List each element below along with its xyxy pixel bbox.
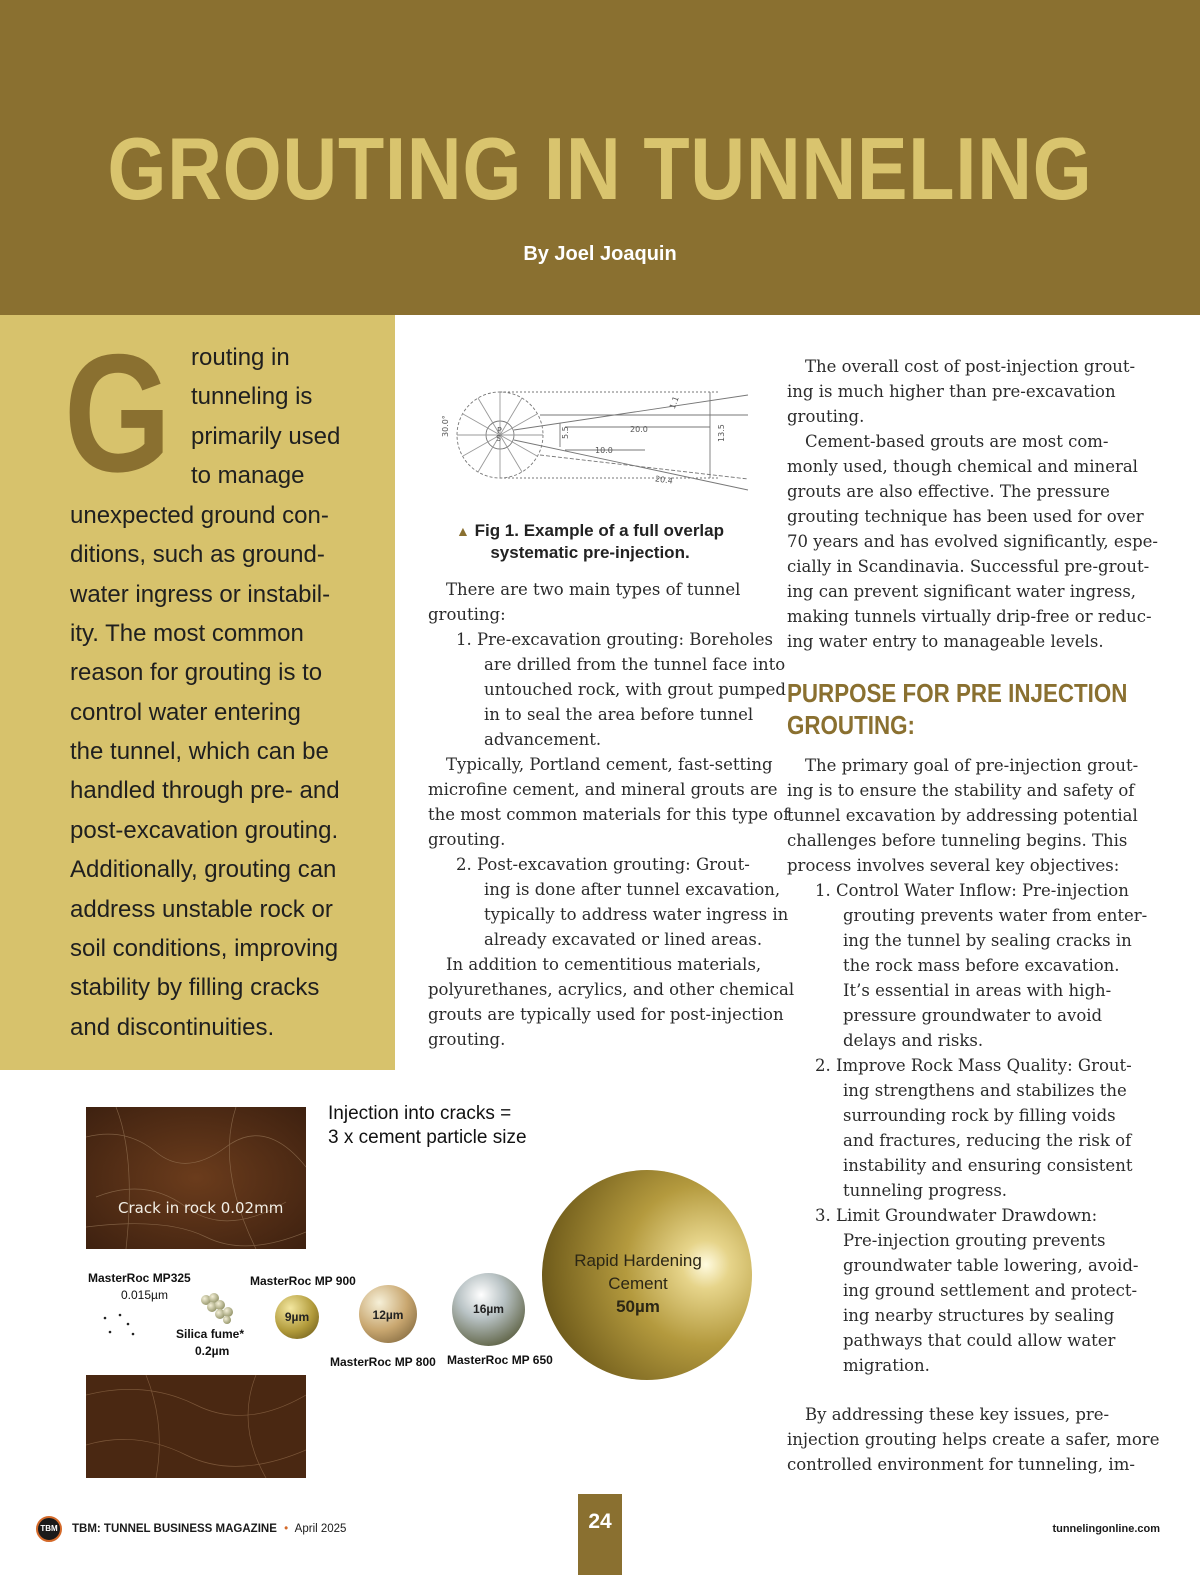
body-line: advancement. [484,730,602,749]
footer-magazine [72,1523,346,1535]
body-line: pathways that could allow water [843,1331,1116,1350]
body-line: controlled environment for tunneling, im- [787,1455,1135,1474]
silica-fume-particles [198,1292,238,1324]
silica-fume-label: Silica fume* [176,1327,245,1341]
intro-line: and discontinuities. [70,1014,275,1041]
body-line: ing water entry to manageable levels. [787,632,1104,651]
body-line: grouting. [428,1030,506,1049]
cement-size-label: 50µm [616,1297,660,1316]
list-item: 2. Improve Rock Mass Quality: Grout- [815,1056,1132,1075]
footer-url-link[interactable]: tunnelingonline.com [1052,1523,1160,1535]
body-line: grouts are typically used for post-injection [428,1005,784,1024]
intro-line: soil conditions, improving [70,935,339,962]
intro-line: ditions, such as ground- [70,541,325,568]
rock-crack-image-bottom [86,1375,306,1478]
body-line: instability and ensuring consistent [843,1156,1133,1175]
list-item: 3. Limit Groundwater Drawdown: [815,1206,1098,1225]
bullet-separator: • [284,1523,289,1535]
intro-line: control water entering [70,699,301,726]
mp800-size-label: 12µm [372,1308,404,1322]
body-line: There are two main types of tunnel [446,580,741,599]
body-line: ing is to ensure the stability and safety of [787,781,1135,800]
fig1-dimension-label: 20.0 [630,425,648,434]
intro-line: address unstable rock or [70,896,333,923]
fig1-dimension-label: 13.5 [717,424,726,442]
body-line: monly used, though chemical and mineral [787,457,1138,476]
body-line: the rock mass before excavation. [843,956,1120,975]
intro-line: tunneling is [191,383,313,410]
body-line: 70 years and has evolved significantly, espe- [787,532,1158,551]
body-line: groundwater table lowering, avoid- [843,1256,1139,1275]
body-line: tunneling progress. [843,1181,1008,1200]
fig1-angle-label: 30.0° [441,415,450,437]
body-line: and fractures, reducing the risk of [843,1131,1132,1150]
issue-date: April 2025 [294,1523,347,1535]
body-line: are drilled from the tunnel face into [484,655,786,674]
body-line: migration. [843,1356,930,1375]
body-line: grouting. [428,830,506,849]
fig1-dimension-label: 5.5 [561,426,570,439]
intro-line: unexpected ground con- [70,502,329,529]
intro-line: primarily used [191,423,341,450]
byline: By Joel Joaquin [523,243,677,265]
body-line: It’s essential in areas with high- [843,981,1112,1000]
intro-line: ity. The most common [70,620,304,647]
body-line: challenges before tunneling begins. This [787,831,1128,850]
intro-line: Additionally, grouting can [70,856,337,883]
body-line: in to seal the area before tunnel [484,705,754,724]
triangle-icon: ▲ [456,523,470,539]
cement-label-line2: Cement [608,1274,668,1293]
body-line: ing nearby structures by sealing [843,1306,1115,1325]
mp800-label: MasterRoc MP 800 [330,1355,436,1369]
body-line: microfine cement, and mineral grouts are [428,780,778,799]
intro-line: routing in [191,344,290,371]
fig1-dimension-label: 1.1 [667,395,681,411]
page-number: 24 [588,1510,612,1533]
section-heading: GROUTING: [787,710,915,740]
body-line: By addressing these key issues, pre- [805,1405,1110,1424]
magazine-name: TBM: TUNNEL BUSINESS MAGAZINE [72,1523,277,1535]
intro-line: the tunnel, which can be [70,738,329,765]
fig1-center-p-label: P [497,426,502,435]
body-line: making tunnels virtually drip-free or reduc- [787,607,1152,626]
body-line: grouting technique has been used for over [787,507,1144,526]
body-line: the most common materials for this type of [428,805,790,824]
intro-line: to manage [191,462,305,489]
intro-line: stability by filling cracks [70,974,320,1001]
injection-note-line2: 3 x cement particle size [328,1127,527,1148]
list-item: 1. Control Water Inflow: Pre-injection [815,881,1129,900]
body-line: grouting: [428,605,506,624]
fine-particle-dots [100,1310,140,1340]
body-line: untouched rock, with grout pumped [484,680,786,699]
body-line: The primary goal of pre-injection grout- [805,756,1139,775]
mp650-size-label: 16µm [473,1302,504,1316]
tbm-logo-icon: TBM [36,1516,62,1542]
list-item: 1. Pre-excavation grouting: Boreholes [456,630,774,649]
body-line: Typically, Portland cement, fast-setting [446,755,773,774]
body-line: process involves several key objectives: [787,856,1120,875]
body-line: ing ground settlement and protect- [843,1281,1138,1300]
fig1-caption-line1: Fig 1. Example of a full overlap [474,521,724,540]
intro-line: post-excavation grouting. [70,817,339,844]
fig1-dimension-label: 10.0 [595,446,613,455]
body-line: ing can prevent significant water ingress, [787,582,1137,601]
body-line: Pre-injection grouting prevents [843,1231,1106,1250]
silica-fume-size-label: 0.2µm [195,1344,230,1358]
body-line: Cement-based grouts are most com- [805,432,1109,451]
crack-label: Crack in rock 0.02mm [118,1199,284,1217]
intro-line: reason for grouting is to [70,659,323,686]
body-line: already excavated or lined areas. [484,930,763,949]
mp325-size-label: 0.015µm [121,1288,168,1302]
intro-line: handled through pre- and [70,777,340,804]
body-line: typically to address water ingress in [484,905,789,924]
body-line: injection grouting helps create a safer, more [787,1430,1160,1449]
fig1-caption-line2: systematic pre-injection. [490,543,690,562]
body-line: grouting prevents water from enter- [843,906,1148,925]
body-line: tunnel excavation by addressing potential [787,806,1138,825]
article-title: GROUTING IN TUNNELING [107,119,1093,218]
rock-crack-image-top [86,1107,306,1249]
mp900-label: MasterRoc MP 900 [250,1274,356,1288]
injection-note-line1: Injection into cracks = [328,1103,512,1124]
body-line: ing is done after tunnel excavation, [484,880,781,899]
body-line: delays and risks. [843,1031,984,1050]
body-line: ing strengthens and stabilizes the [843,1081,1127,1100]
pre-injection-diagram [430,375,755,515]
fig1-dimension-label: 20.4 [654,474,674,486]
fig1-center-s-label: S [496,434,502,443]
drop-cap: G [64,319,172,507]
mp650-label: MasterRoc MP 650 [447,1353,553,1367]
body-line: surrounding rock by filling voids [843,1106,1116,1125]
body-line: grouts are also effective. The pressure [787,482,1110,501]
body-line: ing the tunnel by sealing cracks in [843,931,1132,950]
body-line: pressure groundwater to avoid [843,1006,1103,1025]
list-item: 2. Post-excavation grouting: Grout- [456,855,750,874]
body-line: cially in Scandinavia. Successful pre-grout- [787,557,1150,576]
mp900-size-label: 9µm [284,1310,310,1324]
body-line: In addition to cementitious materials, [446,955,762,974]
fig1-caption [430,520,750,564]
body-line: grouting. [787,407,865,426]
mp325-label: MasterRoc MP325 [88,1271,191,1285]
body-line: The overall cost of post-injection grout- [805,357,1136,376]
page-number-tab [578,1494,622,1575]
body-line: polyurethanes, acrylics, and other chemical [428,980,795,999]
body-line: ing is much higher than pre-excavation [787,382,1116,401]
intro-line: water ingress or instabil- [70,581,331,608]
cement-label-line1: Rapid Hardening [574,1251,702,1270]
section-heading: PURPOSE FOR PRE INJECTION [787,678,1128,708]
